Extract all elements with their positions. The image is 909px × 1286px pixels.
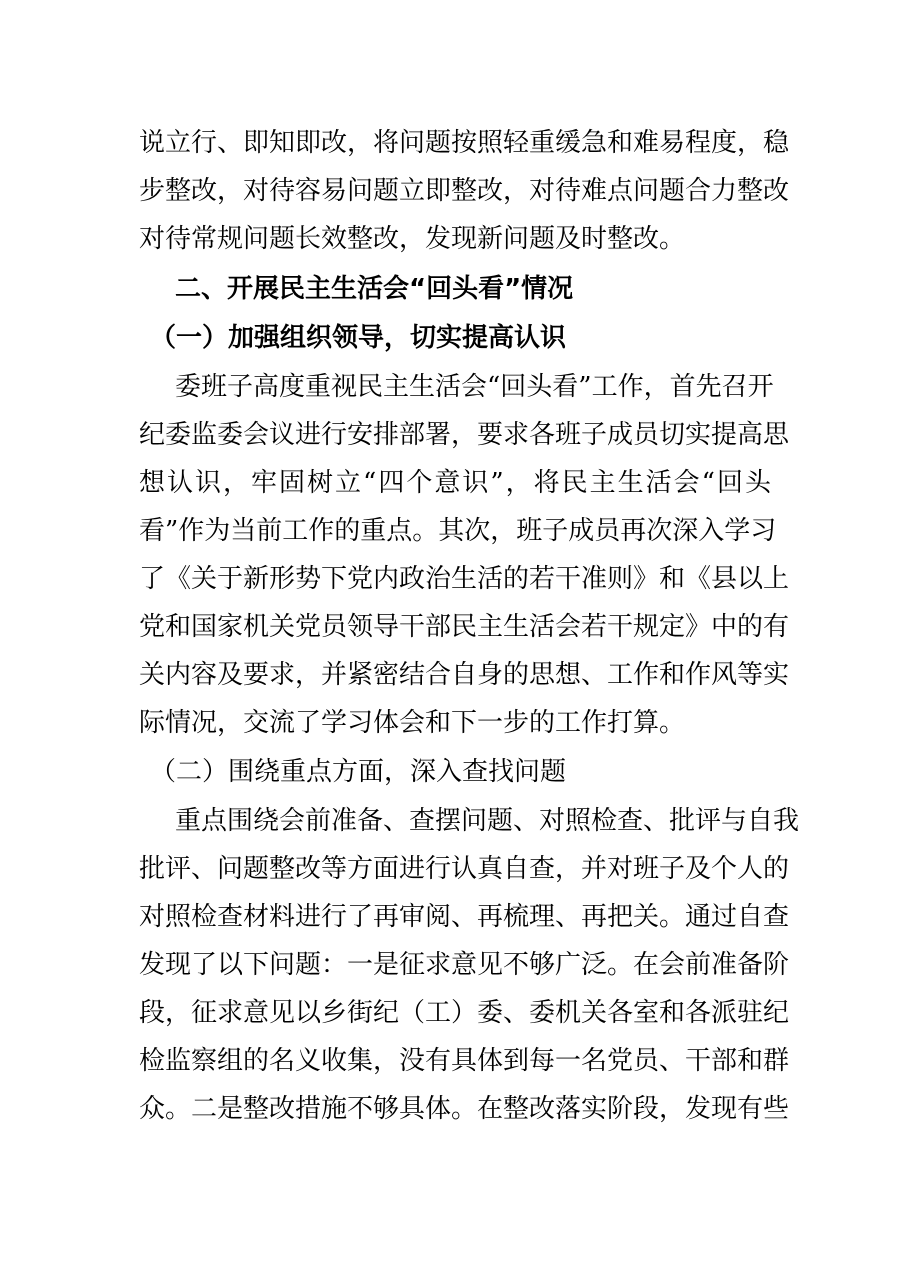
subsection-heading: （一）加强组织领导，切实提高认识	[150, 323, 567, 353]
paragraph-line: 看”作为当前工作的重点。其次，班子成员再次深入学习	[139, 516, 777, 546]
subsection-heading: （二）围绕重点方面，深入查找问题	[150, 757, 567, 787]
paragraph-line: 众。二是整改措施不够具体。在整改落实阶段，发现有些	[139, 1094, 790, 1124]
paragraph-line: 说立行、即知即改，将问题按照轻重缓急和难易程度，稳	[139, 128, 790, 158]
paragraph-line: 了《关于新形势下党内政治生活的若干准则》和《县以上	[139, 564, 790, 594]
paragraph-line: 发现了以下问题：一是征求意见不够广泛。在会前准备阶	[139, 950, 790, 980]
paragraph-line: 步整改，对待容易问题立即整改，对待难点问题合力整改	[139, 176, 790, 206]
paragraph-line: 党和国家机关党员领导干部民主生活会若干规定》中的有	[139, 612, 790, 642]
paragraph-line: 段，征求意见以乡街纪（工）委、委机关各室和各派驻纪	[139, 998, 790, 1028]
paragraph-line: 际情况，交流了学习体会和下一步的工作打算。	[139, 708, 686, 738]
paragraph-line: 想认识，牢固树立“四个意识”，将民主生活会“回头	[139, 468, 771, 498]
paragraph-line: 对照检查材料进行了再审阅、再梳理、再把关。通过自查	[139, 902, 790, 932]
paragraph-line: 批评、问题整改等方面进行认真自查，并对班子及个人的	[139, 854, 790, 884]
paragraph-line: 对待常规问题长效整改，发现新问题及时整改。	[139, 224, 686, 254]
paragraph-line: 纪委监委会议进行安排部署，要求各班子成员切实提高思	[139, 420, 790, 450]
section-heading: 二、开展民主生活会“回头看”情况	[175, 274, 574, 304]
paragraph-line: 关内容及要求，并紧密结合自身的思想、工作和作风等实	[139, 660, 790, 690]
paragraph-line: 检监察组的名义收集，没有具体到每一名党员、干部和群	[139, 1046, 790, 1076]
paragraph-line: 委班子高度重视民主生活会“回头看”工作，首先召开	[175, 372, 774, 402]
paragraph-line: 重点围绕会前准备、查摆问题、对照检查、批评与自我	[175, 806, 800, 836]
